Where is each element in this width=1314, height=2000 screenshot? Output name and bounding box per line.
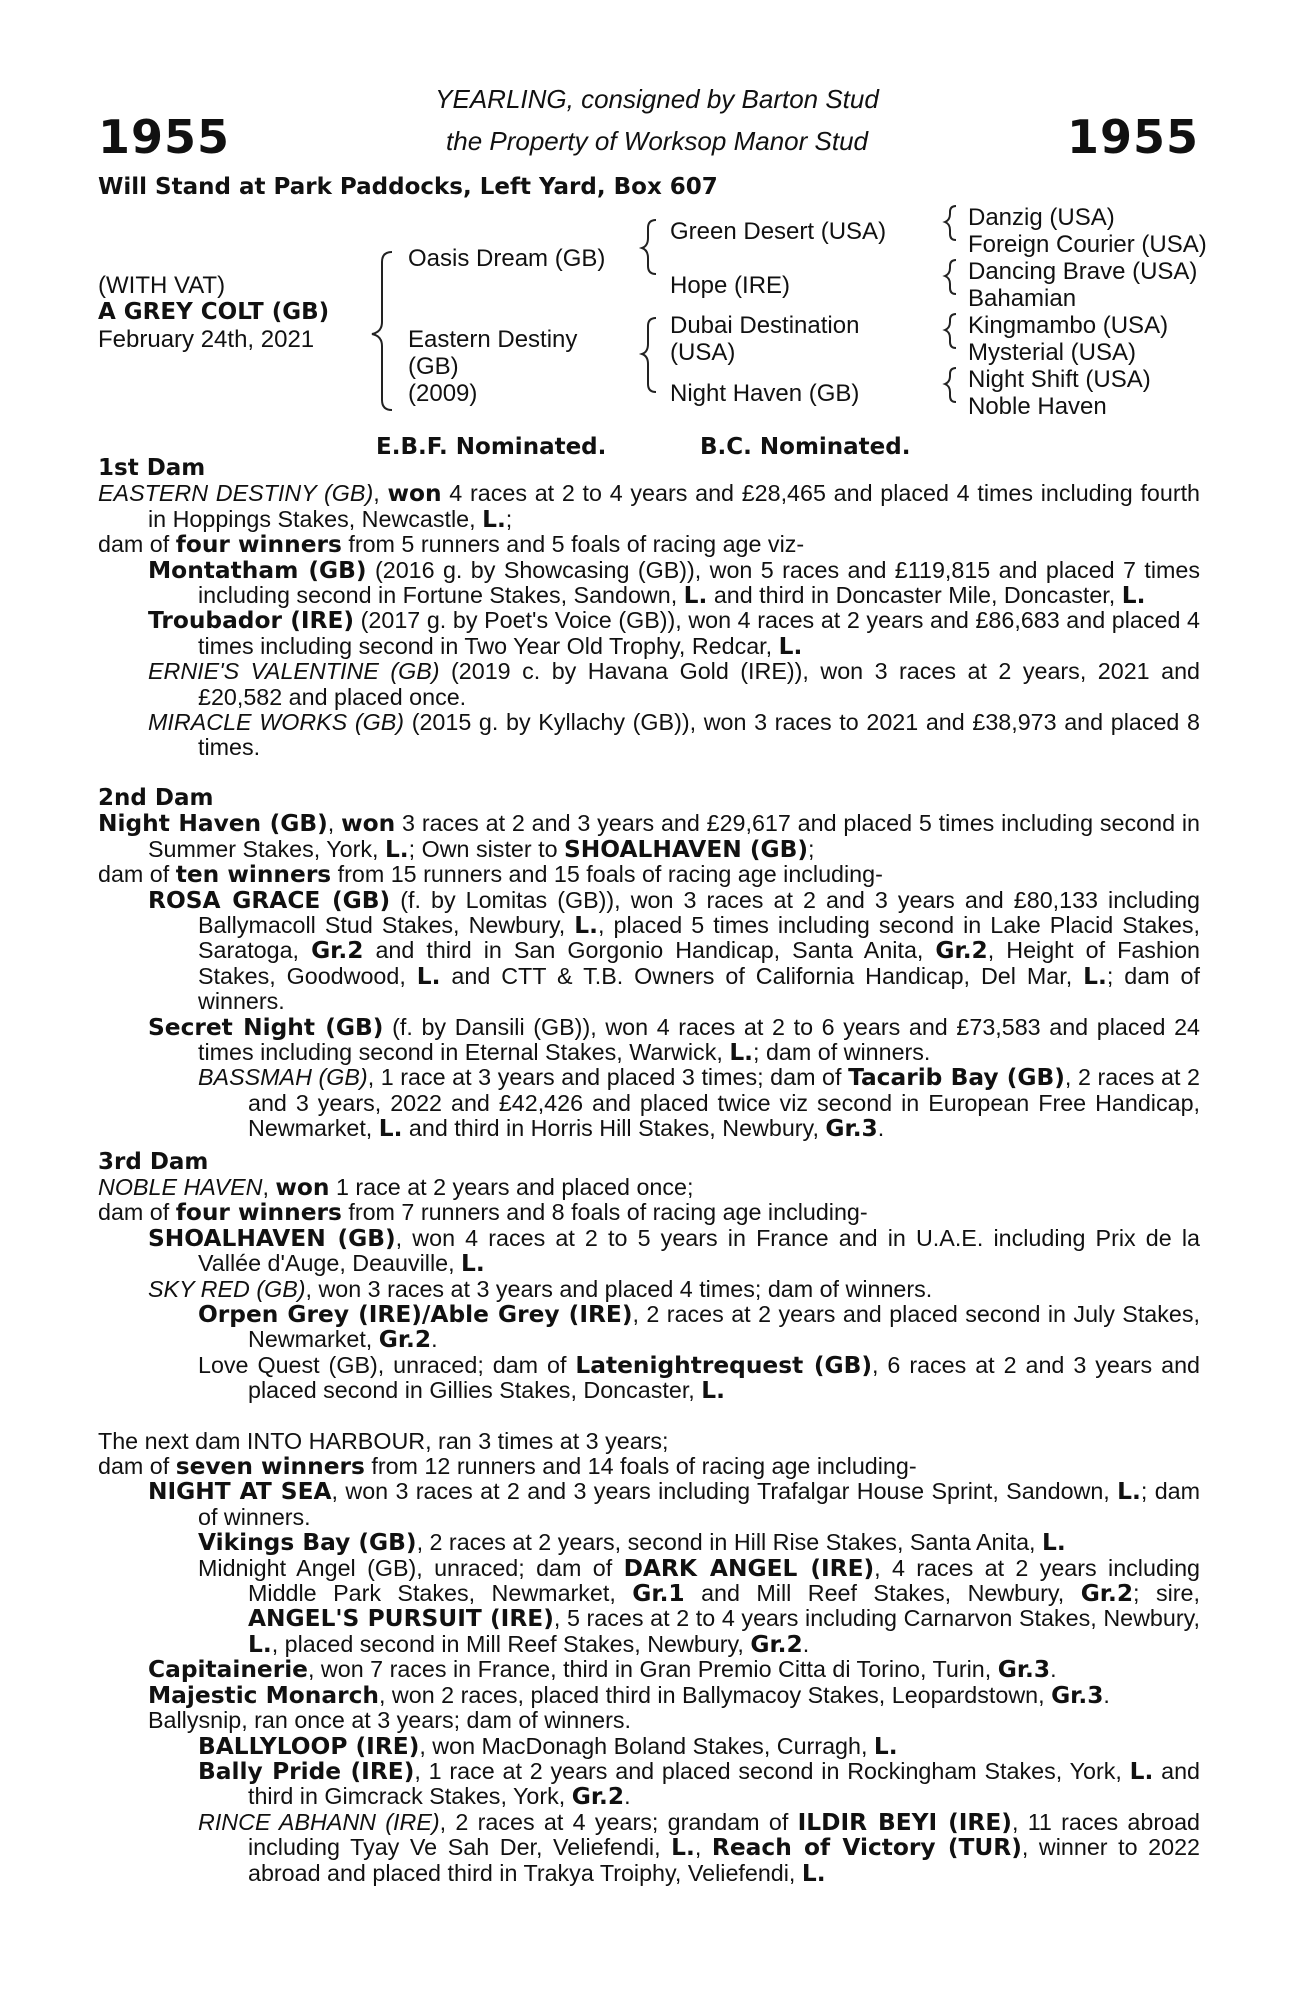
bold-run: won [341,810,396,838]
text-run: . [624,1783,631,1810]
text-run: , won MacDonagh Boland Stakes, Curragh, [419,1732,874,1759]
dam-sire-line2: (USA) [670,339,736,366]
bold-run: won [387,480,442,508]
text-run: . [1103,1681,1110,1708]
bold-run: won [275,1173,330,1201]
bold-run: four winners [175,1199,342,1227]
produce-entry [98,558,1200,609]
bold-run: seven winners [175,1453,365,1481]
text-run: , 5 races at 2 to 4 years including Carnarvon Stakes, Newbury, [553,1605,1200,1632]
text-run: from 5 runners and 5 foals of racing age viz- [341,531,805,558]
produce-entry [98,1015,1200,1066]
bold-run: NIGHT AT SEA [148,1478,332,1506]
text-run: from 12 runners and 14 foals of racing age including- [364,1453,917,1480]
produce-entry [98,1302,1200,1353]
next-dam-produce-summary [98,1454,1200,1479]
bold-run: L. [1042,1529,1066,1557]
text-run: . [802,1630,810,1657]
text-run: , [373,480,388,507]
text-run: (2015 g. by Kyllachy (GB)), won 3 races to 2021 and £38,973 and placed 8 times. [198,709,1200,761]
text-run: and third in Horris Hill Stakes, Newbury, [402,1115,826,1142]
produce-entry [98,1657,1200,1682]
pedigree-g3-7: Night Shift (USA) [968,366,1151,393]
text-run: , 2 races at 2 and 3 years, 2022 and £42,426 and placed twice viz second in European Free Handicap, Newmarket, [248,1064,1200,1142]
text-run: Midnight Angel (GB), unraced; dam of [198,1554,624,1581]
text-run: ; dam of winners. [198,1478,1201,1530]
second-dam-heading: 2nd Dam [98,784,214,811]
text-run: The next dam INTO HARBOUR, ran 3 times at 3 years; [98,1427,669,1454]
text-run: and third in Doncaster Mile, Doncaster, [707,582,1122,609]
text-run: ; [808,835,815,862]
italic-run: MIRACLE WORKS (GB) [148,709,405,736]
sire-name: Oasis Dream (GB) [408,245,606,272]
lot-number-left: 1955 [98,110,231,164]
text-run: , 2 races at 2 years and placed second in July Stakes, Newmarket, [248,1301,1200,1353]
bold-run: L. [574,911,598,939]
text-run: (2019 c. by Havana Gold (IRE)), won 3 races at 2 years, 2021 and £20,582 and placed once. [198,658,1200,710]
ebf-nomination: E.B.F. Nominated. [376,434,607,460]
text-run: (f. by Dansili (GB)), won 4 races at 2 to 6 years and £73,583 and placed 24 times including second in Eternal Stakes, Warwick, [198,1013,1200,1065]
pedigree-g3-2: Foreign Courier (USA) [968,231,1207,258]
bold-run: L. [384,835,409,863]
text-run: . [431,1326,438,1353]
text-run: , 6 races at 2 and 3 years and placed second in Gillies Stakes, Doncaster, [248,1351,1200,1404]
bold-run: Troubador (IRE) [148,607,355,635]
second-dam-produce-summary [98,862,1200,887]
first-dam-summary [98,481,1200,532]
bold-run: Capitainerie [148,1656,308,1684]
italic-run: BASSMAH (GB) [198,1064,368,1091]
text-run: , won 3 races at 2 and 3 years including Trafalgar House Sprint, Sandown, [331,1478,1118,1505]
vat-note: (WITH VAT) [98,272,226,299]
bold-run: L. [671,1834,695,1862]
text-run: , placed second in Mill Reef Stakes, Newbury, [271,1630,751,1657]
text-run: from 7 runners and 8 foals of racing age including- [341,1199,868,1226]
text-run: , 11 races abroad including Tyay Ve Sah Der, Veliefendi, [248,1808,1200,1861]
bold-run: L. [461,1250,485,1278]
bold-run: four winners [175,531,342,559]
bold-run: Tacarib Bay (GB) [848,1064,1065,1092]
produce-entry [98,1065,1200,1141]
produce-entry [98,1556,1200,1658]
pedigree-g3-4: Bahamian [968,285,1077,312]
next-dam-summary [98,1429,1200,1454]
pedigree-g3-6: Mysterial (USA) [968,339,1137,366]
sire-sire-name: Green Desert (USA) [670,218,887,245]
text-run: Ballysnip, ran once at 3 years; dam of winners. [148,1707,632,1734]
text-run: , winner to 2022 abroad and placed third in Trakya Troiphy, Veliefendi, [248,1834,1200,1886]
bold-run: Reach of Victory (TUR) [711,1834,1022,1862]
text-run: . [1050,1656,1057,1683]
produce-entry [98,1708,1200,1733]
second-dam-summary [98,811,1200,862]
dam-sire-line1: Dubai Destination [670,312,860,339]
bold-run: Bally Pride (IRE) [198,1757,415,1785]
produce-entry [98,1479,1200,1530]
bc-nomination: B.C. Nominated. [700,434,911,460]
produce-entry [98,1353,1200,1404]
text-run: , 1 race at 2 years and placed second in Rockingham Stakes, York, [414,1757,1130,1784]
text-run: , 4 races at 2 years including Middle Park Stakes, Newmarket, [248,1554,1200,1607]
produce-entry [98,1226,1200,1277]
bold-run: Gr.2 [750,1630,803,1658]
bold-run: SHOALHAVEN (GB) [148,1224,396,1252]
lot-number-right: 1955 [1066,110,1199,164]
italic-run: NOBLE HAVEN [98,1173,263,1200]
bold-run: L. [378,1115,403,1143]
produce-entry [98,659,1200,710]
bold-run: L. [683,582,708,610]
bold-run: Gr.2 [378,1326,432,1354]
bold-run: Gr.1 [632,1580,685,1608]
bold-run: SHOALHAVEN (GB) [564,835,809,863]
produce-entry [98,608,1200,659]
first-dam-produce-summary [98,532,1200,557]
text-run: , [262,1173,276,1200]
text-run: and third in Gimcrack Stakes, York, [248,1757,1200,1810]
italic-run: EASTERN DESTINY (GB) [98,480,374,507]
produce-entry [98,1277,1200,1302]
text-run: and third in San Gorgonio Handicap, Santa Anita, [363,937,936,964]
consignment-line-2: the Property of Worksop Manor Stud [446,126,868,156]
text-run: , won 2 races, placed third in Ballymacoy Stakes, Leopardstown, [378,1681,1052,1708]
text-run: , won 7 races in France, third in Gran Premio Citta di Torino, Turin, [307,1656,998,1683]
text-run: dam of [98,861,176,888]
bold-run: L. [1083,962,1107,990]
bold-run: L. [1129,1757,1154,1785]
sire-dam-name: Hope (IRE) [670,272,791,299]
stand-info: Will Stand at Park Paddocks, Left Yard, Box 607 [98,174,718,200]
bold-run: L. [482,505,506,533]
text-run: Love Quest (GB), unraced; dam of [198,1351,576,1378]
bold-run: Gr.2 [1080,1580,1134,1608]
bold-run: Gr.3 [997,1656,1051,1684]
text-run: ; sire, [1133,1580,1200,1607]
produce-entry [98,1683,1200,1708]
produce-entry [98,710,1200,761]
bold-run: L. [1117,1478,1141,1506]
produce-entry [98,1810,1200,1886]
bold-run: Gr.3 [1051,1681,1104,1709]
bold-run: L. [729,1038,754,1066]
dam-name-line3: (2009) [408,380,478,407]
bold-run: Secret Night (GB) [148,1013,384,1041]
third-dam-produce-summary [98,1200,1200,1225]
text-run: , 2 races at 2 years, second in Hill Rise Stakes, Santa Anita, [416,1529,1043,1556]
bold-run: Night Haven (GB) [98,810,328,838]
bold-run: BALLYLOOP (IRE) [198,1732,420,1760]
text-run: , [694,1834,712,1861]
text-run: , placed 5 times including second in Lake Placid Stakes, Saratoga, [198,911,1200,964]
bold-run: L. [778,632,803,660]
text-run: , won 4 races at 2 to 5 years in France and in U.A.E. including Prix de la Vallée d'Auge, Deauville, [198,1224,1200,1277]
bold-run: L. [873,1732,898,1760]
bold-run: Gr.3 [825,1115,878,1143]
dam-name-line2: (GB) [408,353,459,380]
text-run: , Height of Fashion Stakes, Goodwood, [198,937,1200,989]
italic-run: ERNIE'S VALENTINE (GB) [148,658,440,685]
horse-description: A GREY COLT (GB) [98,299,330,325]
text-run: , 2 races at 4 years; grandam of [439,1808,798,1835]
bold-run: L. [1121,582,1146,610]
bold-run: Latenightrequest (GB) [575,1351,872,1379]
bold-run: Gr.2 [935,937,988,965]
bold-run: Gr.2 [571,1783,625,1811]
consignment-line-1: YEARLING, consigned by Barton Stud [435,84,879,114]
text-run: 3 races at 2 and 3 years and £29,617 and placed 5 times including second in Summer Stakes, York, [148,810,1200,862]
italic-run: SKY RED (GB) [148,1275,306,1302]
dam-dam-name: Night Haven (GB) [670,380,860,407]
bold-run: L. [416,962,441,990]
dam-name-line1: Eastern Destiny [408,326,578,353]
text-run: dam of [98,1453,176,1480]
produce-entry [98,1759,1200,1810]
pedigree-g3-5: Kingmambo (USA) [968,312,1169,339]
bold-run: DARK ANGEL (IRE) [623,1554,875,1582]
first-dam-heading: 1st Dam [98,455,206,481]
text-run: (2017 g. by Poet's Voice (GB)), won 4 races at 2 years and £86,683 and placed 4 times including second in Two Year Old Trophy, Redcar, [198,607,1200,659]
text-run: 1 race at 2 years and placed once; [329,1173,694,1200]
bold-run: ROSA GRACE (GB) [148,886,391,914]
text-run: ; dam of winners. [198,962,1200,1015]
bold-run: Orpen Grey (IRE)/Able Grey (IRE) [198,1301,633,1328]
bold-run: Vikings Bay (GB) [198,1529,417,1557]
text-run: dam of [98,1199,176,1226]
bold-run: L. [701,1377,725,1405]
text-run: , [327,810,342,837]
text-run: , 1 race at 3 years and placed 3 times; dam of [367,1064,849,1091]
text-run: dam of [98,531,176,558]
text-run: ; [505,505,513,532]
bold-run: ANGEL'S PURSUIT (IRE) [248,1605,554,1633]
produce-entry [98,888,1200,1015]
text-run: and Mill Reef Stakes, Newbury, [684,1580,1081,1607]
text-run: 4 races at 2 to 4 years and £28,465 and placed 4 times including fourth in Hoppings Stakes, Newcastle, [148,480,1201,532]
bold-run: L. [801,1859,826,1887]
text-run: ; Own sister to [408,835,565,862]
produce-entry [98,1530,1200,1555]
text-run: from 15 runners and 15 foals of racing age including- [331,861,883,888]
bold-run: ILDIR BEYI (IRE) [797,1808,1012,1836]
pedigree-g3-3: Dancing Brave (USA) [968,258,1198,285]
bold-run: Majestic Monarch [148,1681,379,1709]
italic-run: RINCE ABHANN (IRE) [198,1808,440,1835]
text-run: ; dam of winners. [753,1038,931,1065]
text-run: (2016 g. by Showcasing (GB)), won 5 races and £119,815 and placed 7 times including second in Fortune Stakes, Sandown, [198,556,1201,609]
third-dam-heading: 3rd Dam [98,1148,209,1175]
text-run: (f. by Lomitas (GB)), won 3 races at 2 and 3 years and £80,133 including Ballymacoll Stud Stakes, Newbury, [198,886,1200,938]
text-run: . [877,1115,885,1142]
produce-entry [98,1734,1200,1759]
text-run: , won 3 races at 3 years and placed 4 times; dam of winners. [305,1275,933,1302]
produce-record [98,456,1200,1886]
pedigree-g3-8: Noble Haven [968,393,1107,420]
third-dam-summary [98,1175,1200,1200]
text-run: and CTT & T.B. Owners of California Handicap, Del Mar, [440,962,1084,989]
bold-run: ten winners [175,861,332,889]
pedigree-g3-1: Danzig (USA) [968,204,1115,231]
bold-run: Gr.2 [311,937,364,965]
bold-run: L. [248,1630,272,1658]
foaling-date: February 24th, 2021 [98,326,315,353]
bold-run: Montatham (GB) [148,556,367,584]
